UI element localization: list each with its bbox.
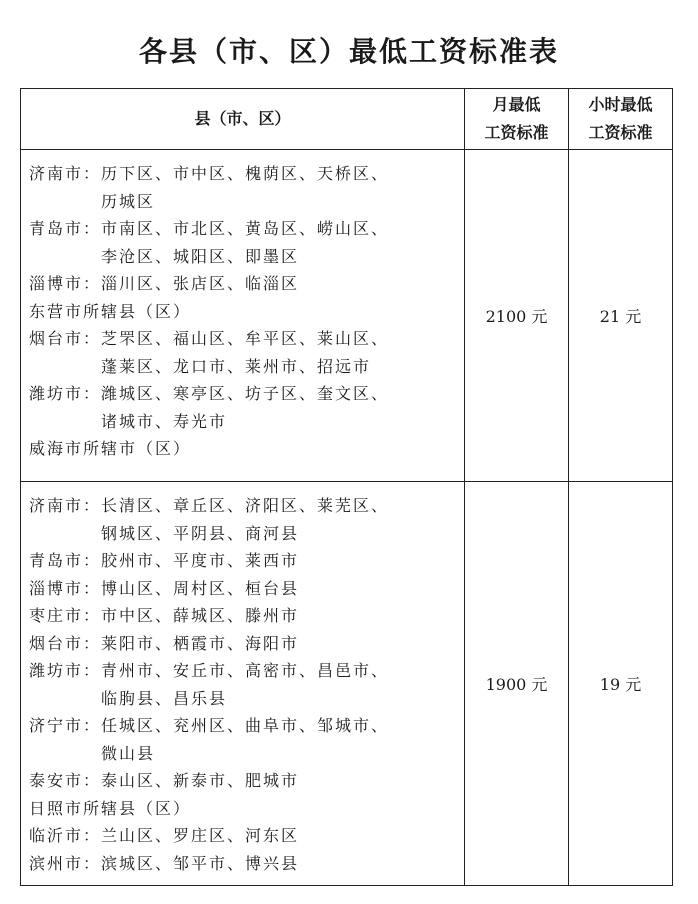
district-list	[101, 547, 299, 575]
district-list	[101, 602, 299, 630]
district-list	[101, 492, 389, 547]
city-name: 枣庄市：	[29, 606, 102, 625]
district-list	[29, 435, 191, 463]
table-header-row	[21, 89, 673, 150]
city-name: 临沂市：	[29, 826, 102, 845]
page-title: 各县（市、区）最低工资标准表	[138, 35, 559, 68]
city-name: 济南市：	[29, 164, 102, 183]
table-row	[21, 150, 673, 482]
header-hourly-line1: 小时最低	[588, 95, 653, 114]
district-line: 胶州市、平度市、莱西市	[101, 551, 300, 570]
area-entry	[29, 630, 458, 658]
hourly-wage: 19 元	[569, 482, 673, 886]
area-entry	[29, 767, 458, 795]
header-monthly	[465, 89, 569, 150]
header-hourly-line2: 工资标准	[588, 123, 653, 142]
district-list	[101, 380, 389, 435]
header-hourly	[569, 89, 673, 150]
monthly-wage: 1900 元	[465, 482, 569, 886]
area-entry	[29, 712, 458, 767]
city-name: 济宁市：	[29, 716, 102, 735]
area-entry	[29, 575, 458, 603]
district-line: 威海市所辖市（区）	[29, 439, 192, 458]
district-list	[101, 215, 389, 270]
district-line: 长清区、章丘区、济阳区、莱芜区、	[101, 496, 390, 515]
header-monthly-line1: 月最低	[492, 95, 541, 114]
district-line: 滨城区、邹平市、博兴县	[101, 853, 300, 873]
city-name: 济南市：	[29, 496, 102, 515]
district-line: 兰山区、罗庄区、河东区	[101, 826, 300, 845]
district-list	[101, 657, 389, 712]
district-line: 芝罘区、福山区、牟平区、莱山区、	[101, 329, 390, 348]
district-line: 钢城区、平阴县、商河县	[101, 523, 300, 543]
district-list	[101, 767, 299, 795]
district-line: 淄川区、张店区、临淄区	[101, 274, 300, 293]
area-entry	[29, 547, 458, 575]
area-entry	[29, 298, 458, 326]
district-line: 泰山区、新泰市、肥城市	[101, 771, 300, 790]
district-list	[101, 850, 299, 878]
city-name: 烟台市：	[29, 329, 102, 348]
district-line: 东营市所辖县（区）	[29, 301, 192, 321]
district-line: 微山县	[101, 743, 156, 763]
district-line: 莱阳市、栖霞市、海阳市	[101, 633, 300, 653]
district-line: 历城区	[101, 191, 156, 211]
district-line: 任城区、兖州区、曲阜市、邹城市、	[101, 716, 390, 735]
city-name: 泰安市：	[29, 771, 102, 790]
district-line: 市南区、市北区、黄岛区、崂山区、	[101, 219, 390, 238]
district-line: 潍城区、寒亭区、坊子区、奎文区、	[101, 384, 390, 403]
wage-table	[20, 88, 673, 886]
area-entry	[29, 657, 458, 712]
district-list	[101, 270, 299, 298]
district-list	[101, 160, 389, 215]
district-list	[101, 712, 389, 767]
city-name: 青岛市：	[29, 551, 102, 570]
district-list	[101, 575, 299, 603]
table-row	[21, 482, 673, 886]
district-line: 市中区、薛城区、滕州市	[101, 606, 300, 625]
area-entry	[29, 160, 458, 215]
city-name: 青岛市：	[29, 219, 102, 238]
area-list	[21, 150, 465, 482]
city-name: 滨州市：	[29, 853, 102, 873]
district-list	[29, 298, 191, 326]
district-line: 博山区、周村区、桓台县	[101, 578, 300, 598]
district-list	[29, 795, 191, 823]
area-list	[21, 482, 465, 886]
district-list	[101, 822, 299, 850]
city-name: 烟台市：	[29, 633, 102, 653]
city-name: 淄博市：	[29, 578, 102, 598]
hourly-wage: 21 元	[569, 150, 673, 482]
header-monthly-line2: 工资标准	[484, 123, 549, 142]
area-entry	[29, 270, 458, 298]
city-name: 潍坊市：	[29, 384, 102, 403]
district-list	[101, 630, 299, 658]
monthly-wage: 2100 元	[465, 150, 569, 482]
area-entry	[29, 492, 458, 547]
district-line: 李沧区、城阳区、即墨区	[101, 246, 300, 266]
district-line: 蓬莱区、龙口市、莱州市、招远市	[101, 356, 372, 376]
area-entry	[29, 602, 458, 630]
city-name: 淄博市：	[29, 274, 102, 293]
area-entry	[29, 795, 458, 823]
district-list	[101, 325, 389, 380]
area-entry	[29, 215, 458, 270]
district-line: 诸城市、寿光市	[101, 411, 228, 431]
area-entry	[29, 435, 458, 463]
city-name: 潍坊市：	[29, 661, 102, 680]
area-entry	[29, 850, 458, 878]
district-line: 青州市、安丘市、高密市、昌邑市、	[101, 661, 390, 680]
area-entry	[29, 822, 458, 850]
district-line: 日照市所辖县（区）	[29, 798, 192, 818]
area-entry	[29, 380, 458, 435]
area-entry	[29, 325, 458, 380]
header-area: 县（市、区）	[21, 89, 465, 150]
district-line: 临朐县、昌乐县	[101, 688, 228, 708]
district-line: 历下区、市中区、槐荫区、天桥区、	[101, 164, 390, 183]
